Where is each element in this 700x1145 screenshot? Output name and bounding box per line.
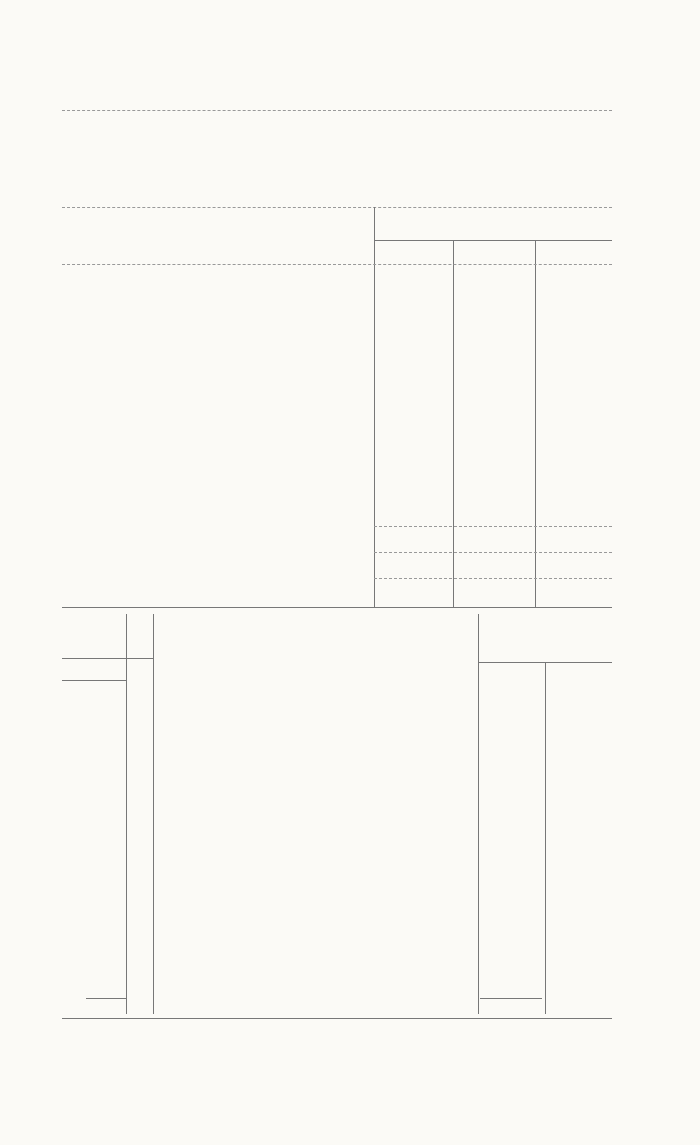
- year-rule: [374, 240, 612, 241]
- detail-bottom-rule: [62, 1018, 612, 1019]
- detail-divider-4: [545, 662, 546, 1014]
- detail-divider-3: [478, 614, 479, 1014]
- net-rule: [374, 578, 612, 579]
- number-header-rule: [62, 658, 153, 659]
- gross-rule: [374, 526, 612, 527]
- summary-bottom-rule: [62, 607, 612, 608]
- credits-rule: [374, 552, 612, 553]
- persons-year-rule: [62, 680, 126, 681]
- summary-divider: [374, 207, 375, 608]
- detail-divider-2: [153, 614, 154, 1014]
- amount-total-rule: [480, 998, 542, 999]
- detail-divider-1: [126, 614, 127, 1014]
- summary-top-rule: [62, 207, 612, 208]
- header-rule: [62, 110, 612, 111]
- col-header-rule: [62, 264, 612, 265]
- persons-total-rule: [86, 998, 126, 999]
